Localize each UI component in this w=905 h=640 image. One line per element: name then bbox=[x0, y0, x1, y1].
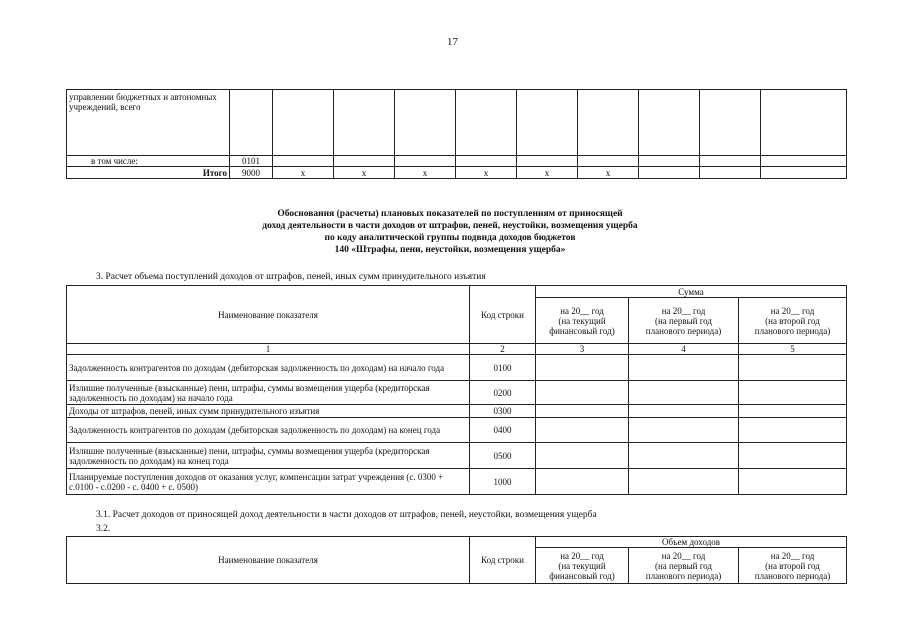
row-code: 0200 bbox=[470, 381, 536, 405]
col-number: 2 bbox=[470, 344, 536, 355]
heading-line: по коду аналитической группы подвида доходов бюджетов bbox=[324, 233, 576, 243]
total-mark: x bbox=[456, 167, 517, 179]
col-name-header: Наименование показателя bbox=[67, 286, 470, 344]
table-row bbox=[67, 418, 847, 443]
row-label: Доходы от штрафов, пеней, иных сумм принудительного изъятия bbox=[67, 405, 470, 418]
col-code-header: Код строки bbox=[470, 537, 536, 584]
table-row bbox=[67, 381, 847, 405]
row-code: 0400 bbox=[470, 418, 536, 443]
page-number: 17 bbox=[447, 36, 458, 48]
year-col-header-current: на 20__ год (на текущий финансовый год) bbox=[536, 298, 629, 344]
year-col-header-first: на 20__ год (на первый год планового периода) bbox=[629, 298, 739, 344]
table-row bbox=[67, 443, 847, 469]
col-number: 5 bbox=[739, 344, 847, 355]
total-mark: x bbox=[578, 167, 639, 179]
row-label: Задолженность контрагентов по доходам (дебиторская задолженность по доходам) на конец года bbox=[67, 418, 470, 443]
section-heading bbox=[150, 208, 750, 256]
row-including-label: в том числе: bbox=[67, 156, 230, 167]
row-code: 0500 bbox=[470, 443, 536, 469]
row-including-code: 0101 bbox=[230, 156, 273, 167]
col-number: 1 bbox=[67, 344, 470, 355]
row-code: 1000 bbox=[470, 469, 536, 495]
col-volume-header: Объем доходов bbox=[536, 537, 847, 548]
table-row bbox=[67, 469, 847, 495]
row-label: Излишне полученные (взысканные) пени, штрафы, суммы возмещения ущерба (кредиторская задолженность по доходам) на начало года bbox=[67, 381, 470, 405]
row-label: Излишне полученные (взысканные) пени, штрафы, суммы возмещения ущерба (кредиторская задолженность по доходам) на конец года bbox=[67, 443, 470, 469]
heading-line: Обоснования (расчеты) плановых показателей по поступлениям от приносящей bbox=[277, 209, 623, 219]
col-name-header: Наименование показателя bbox=[67, 537, 470, 584]
year-col-header-first: на 20__ год (на первый год планового периода) bbox=[629, 548, 739, 584]
row-description-cell bbox=[67, 90, 230, 156]
row-total-label: Итого bbox=[67, 167, 230, 179]
calc-table bbox=[66, 285, 847, 495]
section-3-2-title: 3.2. bbox=[96, 524, 111, 534]
heading-line: доход деятельности в части доходов от штрафов, пеней, неустойки, возмещения ущерба bbox=[262, 221, 638, 231]
table-row bbox=[67, 405, 847, 418]
section-3-1-title: 3.1. Расчет доходов от приносящей доход деятельности в части доходов от штрафов, пеней, неустойки, возмещения ущерба bbox=[96, 510, 597, 520]
revenue-volume-table bbox=[66, 536, 847, 584]
table-row bbox=[67, 355, 847, 381]
top-table bbox=[66, 89, 847, 179]
col-sum-header: Сумма bbox=[536, 286, 847, 298]
year-col-header-second: на 20__ год (на второй год планового периода) bbox=[739, 548, 847, 584]
year-col-header-current: на 20__ год (на текущий финансовый год) bbox=[536, 548, 629, 584]
row-description-label: управлении бюджетных и автономных учреждений, всего bbox=[69, 92, 217, 112]
row-label: Задолженность контрагентов по доходам (дебиторская задолженность по доходам) на начало года bbox=[67, 355, 470, 381]
row-code: 0300 bbox=[470, 405, 536, 418]
total-mark: x bbox=[395, 167, 456, 179]
row-code: 0100 bbox=[470, 355, 536, 381]
total-mark: x bbox=[517, 167, 578, 179]
row-label: Планируемые поступления доходов от оказания услуг, компенсации затрат учреждения (с. 0300 + с.0100 - с.0200 - с. 0400 + с. 0500) bbox=[67, 469, 470, 495]
year-col-header-second: на 20__ год (на второй год планового периода) bbox=[739, 298, 847, 344]
total-mark: x bbox=[273, 167, 334, 179]
section-3-title: 3. Расчет объема поступлений доходов от штрафов, пеней, иных сумм принудительного изъятия bbox=[96, 272, 486, 282]
col-code-header: Код строки bbox=[470, 286, 536, 344]
col-number: 4 bbox=[629, 344, 739, 355]
row-total-code: 9000 bbox=[230, 167, 273, 179]
total-mark: x bbox=[334, 167, 395, 179]
heading-line: 140 «Штрафы, пени, неустойки, возмещения ущерба» bbox=[334, 245, 566, 255]
col-number: 3 bbox=[536, 344, 629, 355]
